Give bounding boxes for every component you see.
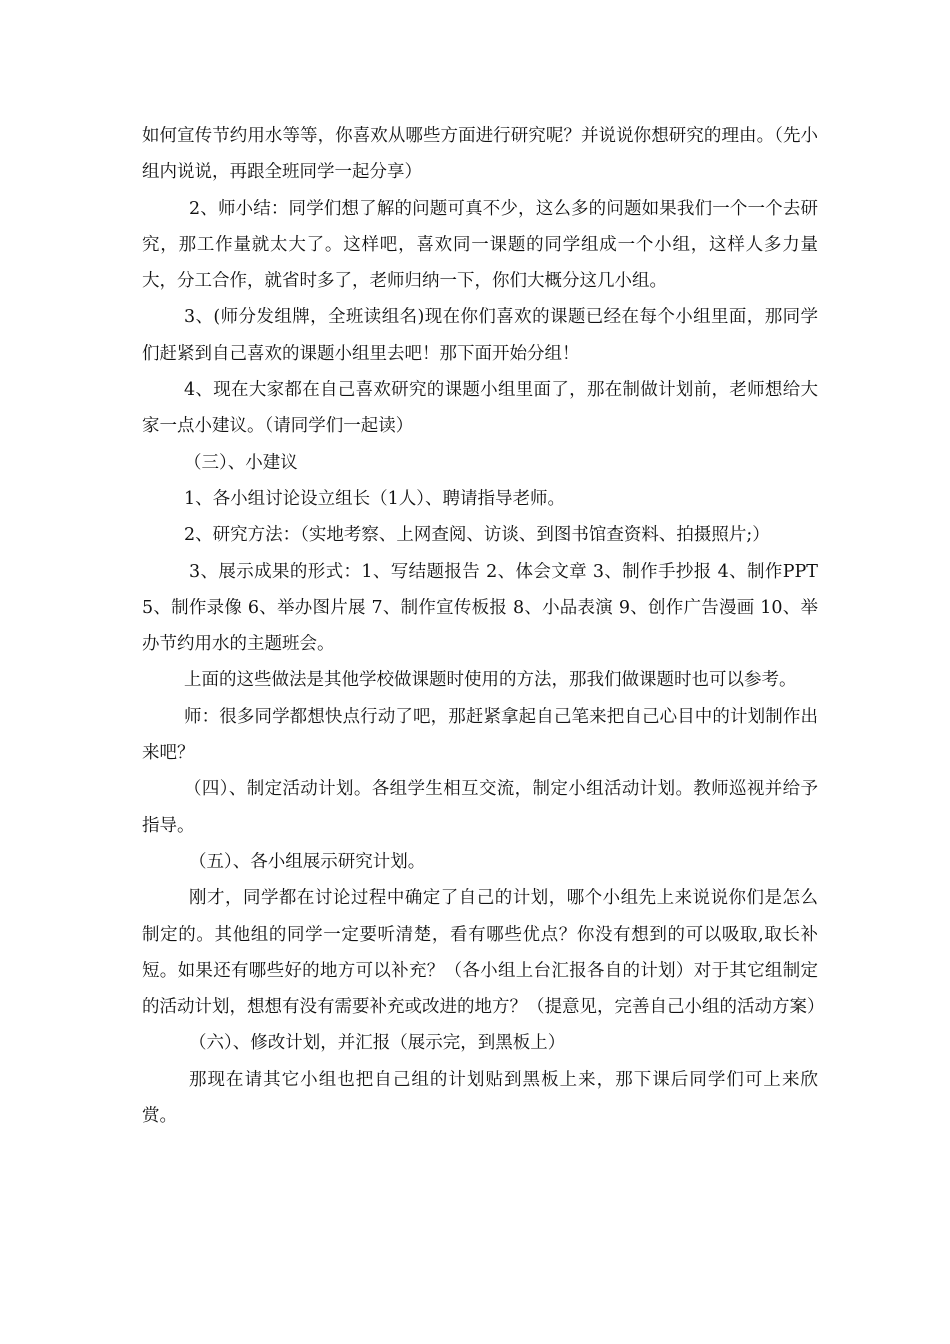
paragraph: 4、现在大家都在自己喜欢研究的课题小组里面了，那在制做计划前，老师想给大家一点小建议。（请同学们一起读） [142,380,818,437]
section-heading: （四）、制定活动计划。各组学生相互交流，制定小组活动计划。教师巡视并给予指导。 [142,779,818,836]
paragraph: 3、(师分发组牌，全班读组名)现在你们喜欢的课题已经在每个小组里面，那同学们赶紧到自己喜欢的课题小组里去吧！那下面开始分组！ [142,307,818,364]
paragraph: 如何宣传节约用水等等，你喜欢从哪些方面进行研究呢？并说说你想研究的理由。（先小组内说说，再跟全班同学一起分享） [142,126,818,183]
paragraph: 师：很多同学都想快点行动了吧，那赶紧拿起自己笔来把自己心目中的计划制作出来吧？ [142,706,818,764]
section-heading: （三）、小建议 [184,452,298,473]
paragraph: 上面的这些做法是其他学校做课题时使用的方法，那我们做课题时也可以参考。 [184,670,797,691]
paragraph: 2、师小结：同学们想了解的问题可真不少，这么多的问题如果我们一个一个去研究，那工作量就太大了。这样吧，喜欢同一课题的同学组成一个小组，这样人多力量大，分工合作，就省时多了，老师归纳一下，你们大概分这几小组。 [142,198,818,292]
paragraph: 刚才，同学都在讨论过程中确定了自己的计划，哪个小组先上来说说你们是怎么制定的。其他组的同学一定要听清楚，看有哪些优点？你没有想到的可以吸取,取长补短。如果还有哪些好的地方可以补充？（各小组上台汇报各自的计划）对于其它组制定的活动计划，想想有没有需要补充或改进的地方？（提意见，完善自己小组的活动方案） [142,888,825,1018]
paragraph: 3、展示成果的形式：1、写结题报告 2、体会文章 3、制作手抄报 4、制作PPT 5、制作录像 6、举办图片展 7、制作宣传板报 8、小品表演 9、创作广告漫画 10、举办节约用水的主题班会。 [142,561,818,655]
section-heading: （五）、各小组展示研究计划。 [189,851,426,872]
section-heading: （六）、修改计划，并汇报（展示完，到黑板上） [189,1033,566,1054]
paragraph: 1、各小组讨论设立组长（1人）、聘请指导老师。 [184,488,566,509]
document-body [142,118,825,1134]
paragraph: 那现在请其它小组也把自己组的计划贴到黑板上来，那下课后同学们可上来欣赏。 [142,1069,818,1127]
paragraph: 2、研究方法：（实地考察、上网查阅、访谈、到图书馆查资料、拍摄照片;） [184,525,770,546]
